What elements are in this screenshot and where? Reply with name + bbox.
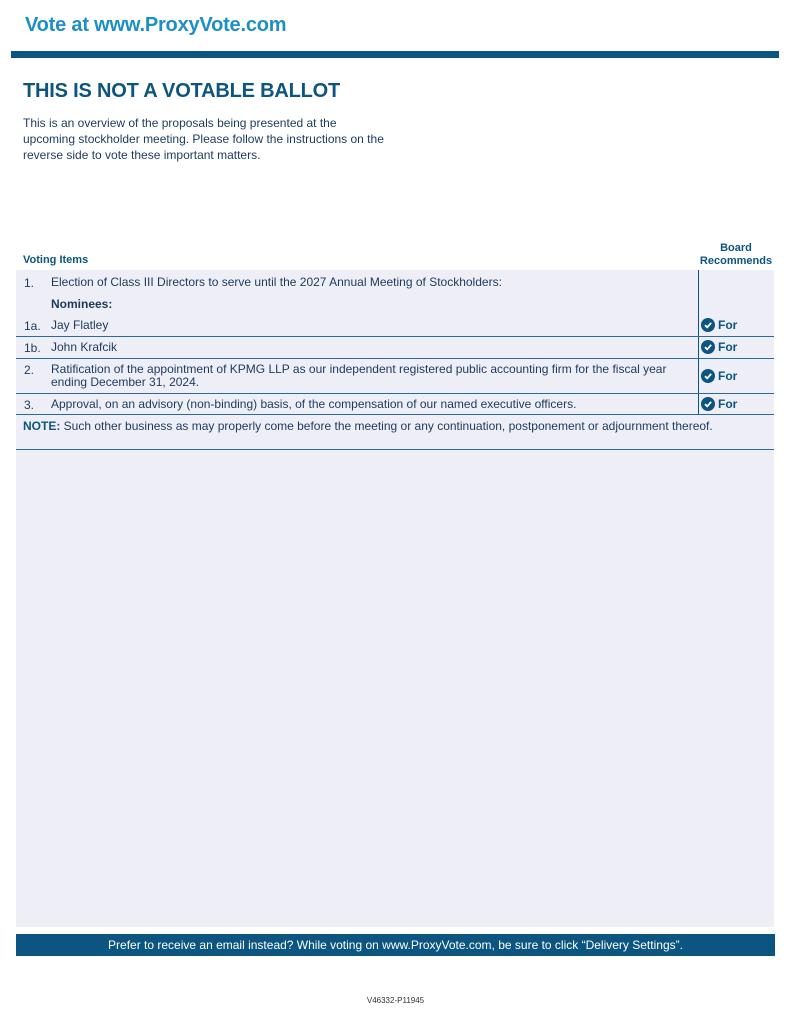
note-label: NOTE: [23,419,61,433]
item-text: Election of Class III Directors to serve until the 2027 Annual Meeting of Stockholders: [51,275,502,289]
nominee-name: Jay Flatley [51,318,109,332]
header-title: Vote at www.ProxyVote.com [25,14,287,36]
check-circle-icon [701,397,715,411]
recommendation-label: For [718,369,738,383]
check-circle-icon [701,318,715,332]
row-divider [16,336,774,337]
delivery-settings-banner: Prefer to receive an email instead? While voting on www.ProxyVote.com, be sure to click “Delivery Settings”. [16,934,775,956]
row-divider [16,393,774,394]
ballot-intro: This is an overview of the proposals being presented at the upcoming stockholder meeting. Please follow the instructions on the reverse side to vote these important matters. [23,116,384,162]
recommendation-label: For [718,318,738,332]
voting-items-header: Voting Items [23,254,89,266]
nominee-name: John Krafcik [51,340,118,354]
check-circle-icon [701,369,715,383]
row-divider [16,358,774,359]
item-number: 1a. [24,319,41,333]
note-divider [16,449,774,450]
row-divider [16,414,774,415]
ballot-title: THIS IS NOT A VOTABLE BALLOT [23,80,340,102]
check-circle-icon [701,340,715,354]
recommendation-label: For [718,340,738,354]
recommendation [701,340,737,354]
header-rule [11,51,779,58]
recommendation [701,318,737,332]
recommendation [701,397,737,411]
item-number: 1b. [24,341,41,355]
recommendation-label: For [718,397,738,411]
item-number: 2. [24,363,35,377]
nominees-label: Nominees: [51,297,113,311]
document-code: V46332-P11945 [366,996,425,1005]
item-text: Ratification of the appointment of KPMG LLP as our independent registered public accounting firm for the fiscal year ending December 31, 2024. [51,362,667,389]
note [23,420,713,433]
item-number: 1. [24,276,35,290]
item-text: Approval, on an advisory (non-binding) basis, of the compensation of our named executive officers. [51,397,577,411]
note-text: Such other business as may properly come before the meeting or any continuation, postponement or adjournment thereof. [60,419,713,433]
item-number: 3. [24,398,35,412]
recommendation [701,369,737,383]
board-recommends-header: Board Recommends [699,242,773,267]
